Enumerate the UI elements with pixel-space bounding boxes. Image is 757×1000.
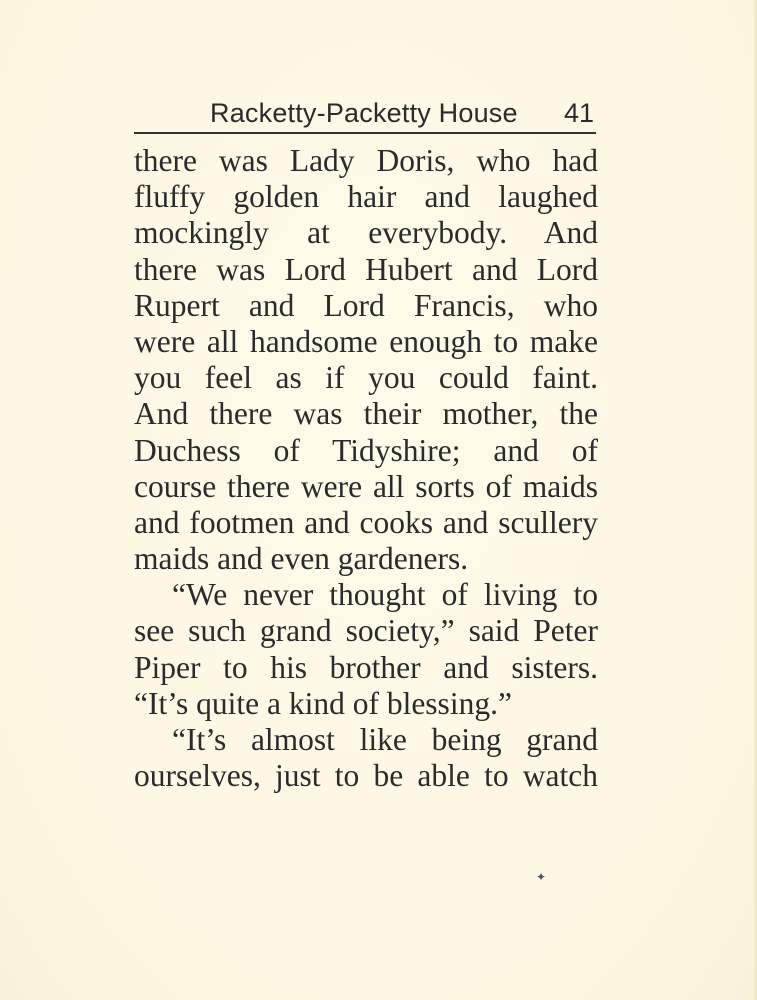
text-line: “It’s quite a kind of blessing.” <box>134 685 512 721</box>
text-line: there was Lady Doris, who had <box>134 143 598 178</box>
text-line: maids and even gardeners. <box>134 541 469 577</box>
running-header <box>134 96 596 134</box>
text-line: Duchess of Tidyshire; and of <box>134 432 598 468</box>
ornament-mark: ✦ <box>536 870 547 884</box>
text-line: were all handsome enough to make <box>134 323 598 359</box>
text-line: mockingly at everybody. And <box>134 215 598 251</box>
text-line: Rupert and Lord Francis, who <box>134 287 598 323</box>
text-line: fluffy golden hair and laughed <box>134 179 598 215</box>
text-line: ourselves, just to be able to watch <box>134 758 598 794</box>
running-title: Racketty-Packetty House <box>210 98 518 128</box>
text-line: “It’s almost like being grand <box>172 722 598 757</box>
text-line: “We never thought of living to <box>172 577 598 613</box>
text-line: there was Lord Hubert and Lord <box>134 251 598 287</box>
text-line: Piper to his brother and sisters. <box>134 649 598 685</box>
page-number: 41 <box>563 98 594 128</box>
text-line: you feel as if you could faint. <box>134 360 598 396</box>
text-line: And there was their mother, the <box>134 396 598 432</box>
text-line: and footmen and cooks and scullery <box>134 504 598 540</box>
text-line: see such grand society,” said Peter <box>134 613 598 649</box>
body-text <box>134 143 598 794</box>
text-line: course there were all sorts of maids <box>134 468 598 504</box>
